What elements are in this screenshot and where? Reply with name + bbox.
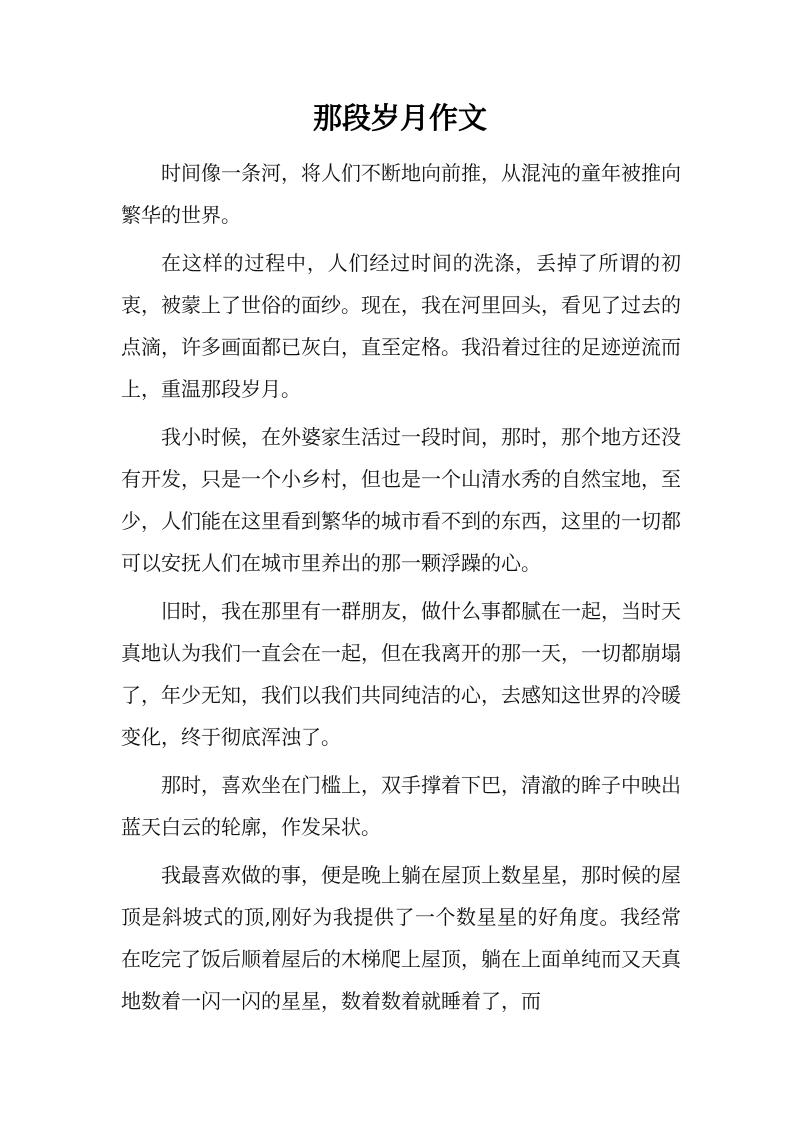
document-body <box>121 152 681 1022</box>
paragraph: 我小时候，在外婆家生活过一段时间，那时，那个地方还没有开发，只是一个小乡村，但也是一个山清水秀的自然宝地，至少，人们能在这里看到繁华的城市看不到的东西，这里的一切都可以安抚人们在城市里养出的那一颗浮躁的心。 <box>121 425 681 575</box>
document-title: 那段岁月作文 <box>312 101 487 135</box>
paragraph: 在这样的过程中，人们经过时间的洗涤，丢掉了所谓的初衷，被蒙上了世俗的面纱。现在，我在河里回头，看见了过去的点滴，许多画面都已灰白，直至定格。我沿着过往的足迹逆流而上，重温那段岁月。 <box>121 251 681 401</box>
paragraph: 那时，喜欢坐在门槛上，双手撑着下巴，清澈的眸子中映出蓝天白云的轮廓，作发呆状。 <box>121 773 681 839</box>
paragraph: 时间像一条河，将人们不断地向前推，从混沌的童年被推向繁华的世界。 <box>121 161 681 227</box>
paragraph: 我最喜欢做的事，便是晚上躺在屋顶上数星星，那时候的屋顶是斜坡式的顶,刚好为我提供了一个数星星的好角度。我经常在吃完了饭后顺着屋后的木梯爬上屋顶，躺在上面单纯而又天真地数着一闪一闪的星星，数着数着就睡着了，而 <box>121 863 681 1013</box>
paragraph: 旧时，我在那里有一群朋友，做什么事都腻在一起，当时天真地认为我们一直会在一起，但在我离开的那一天，一切都崩塌了，年少无知，我们以我们共同纯洁的心，去感知这世界的冷暖变化，终于彻底浑浊了。 <box>121 599 681 749</box>
